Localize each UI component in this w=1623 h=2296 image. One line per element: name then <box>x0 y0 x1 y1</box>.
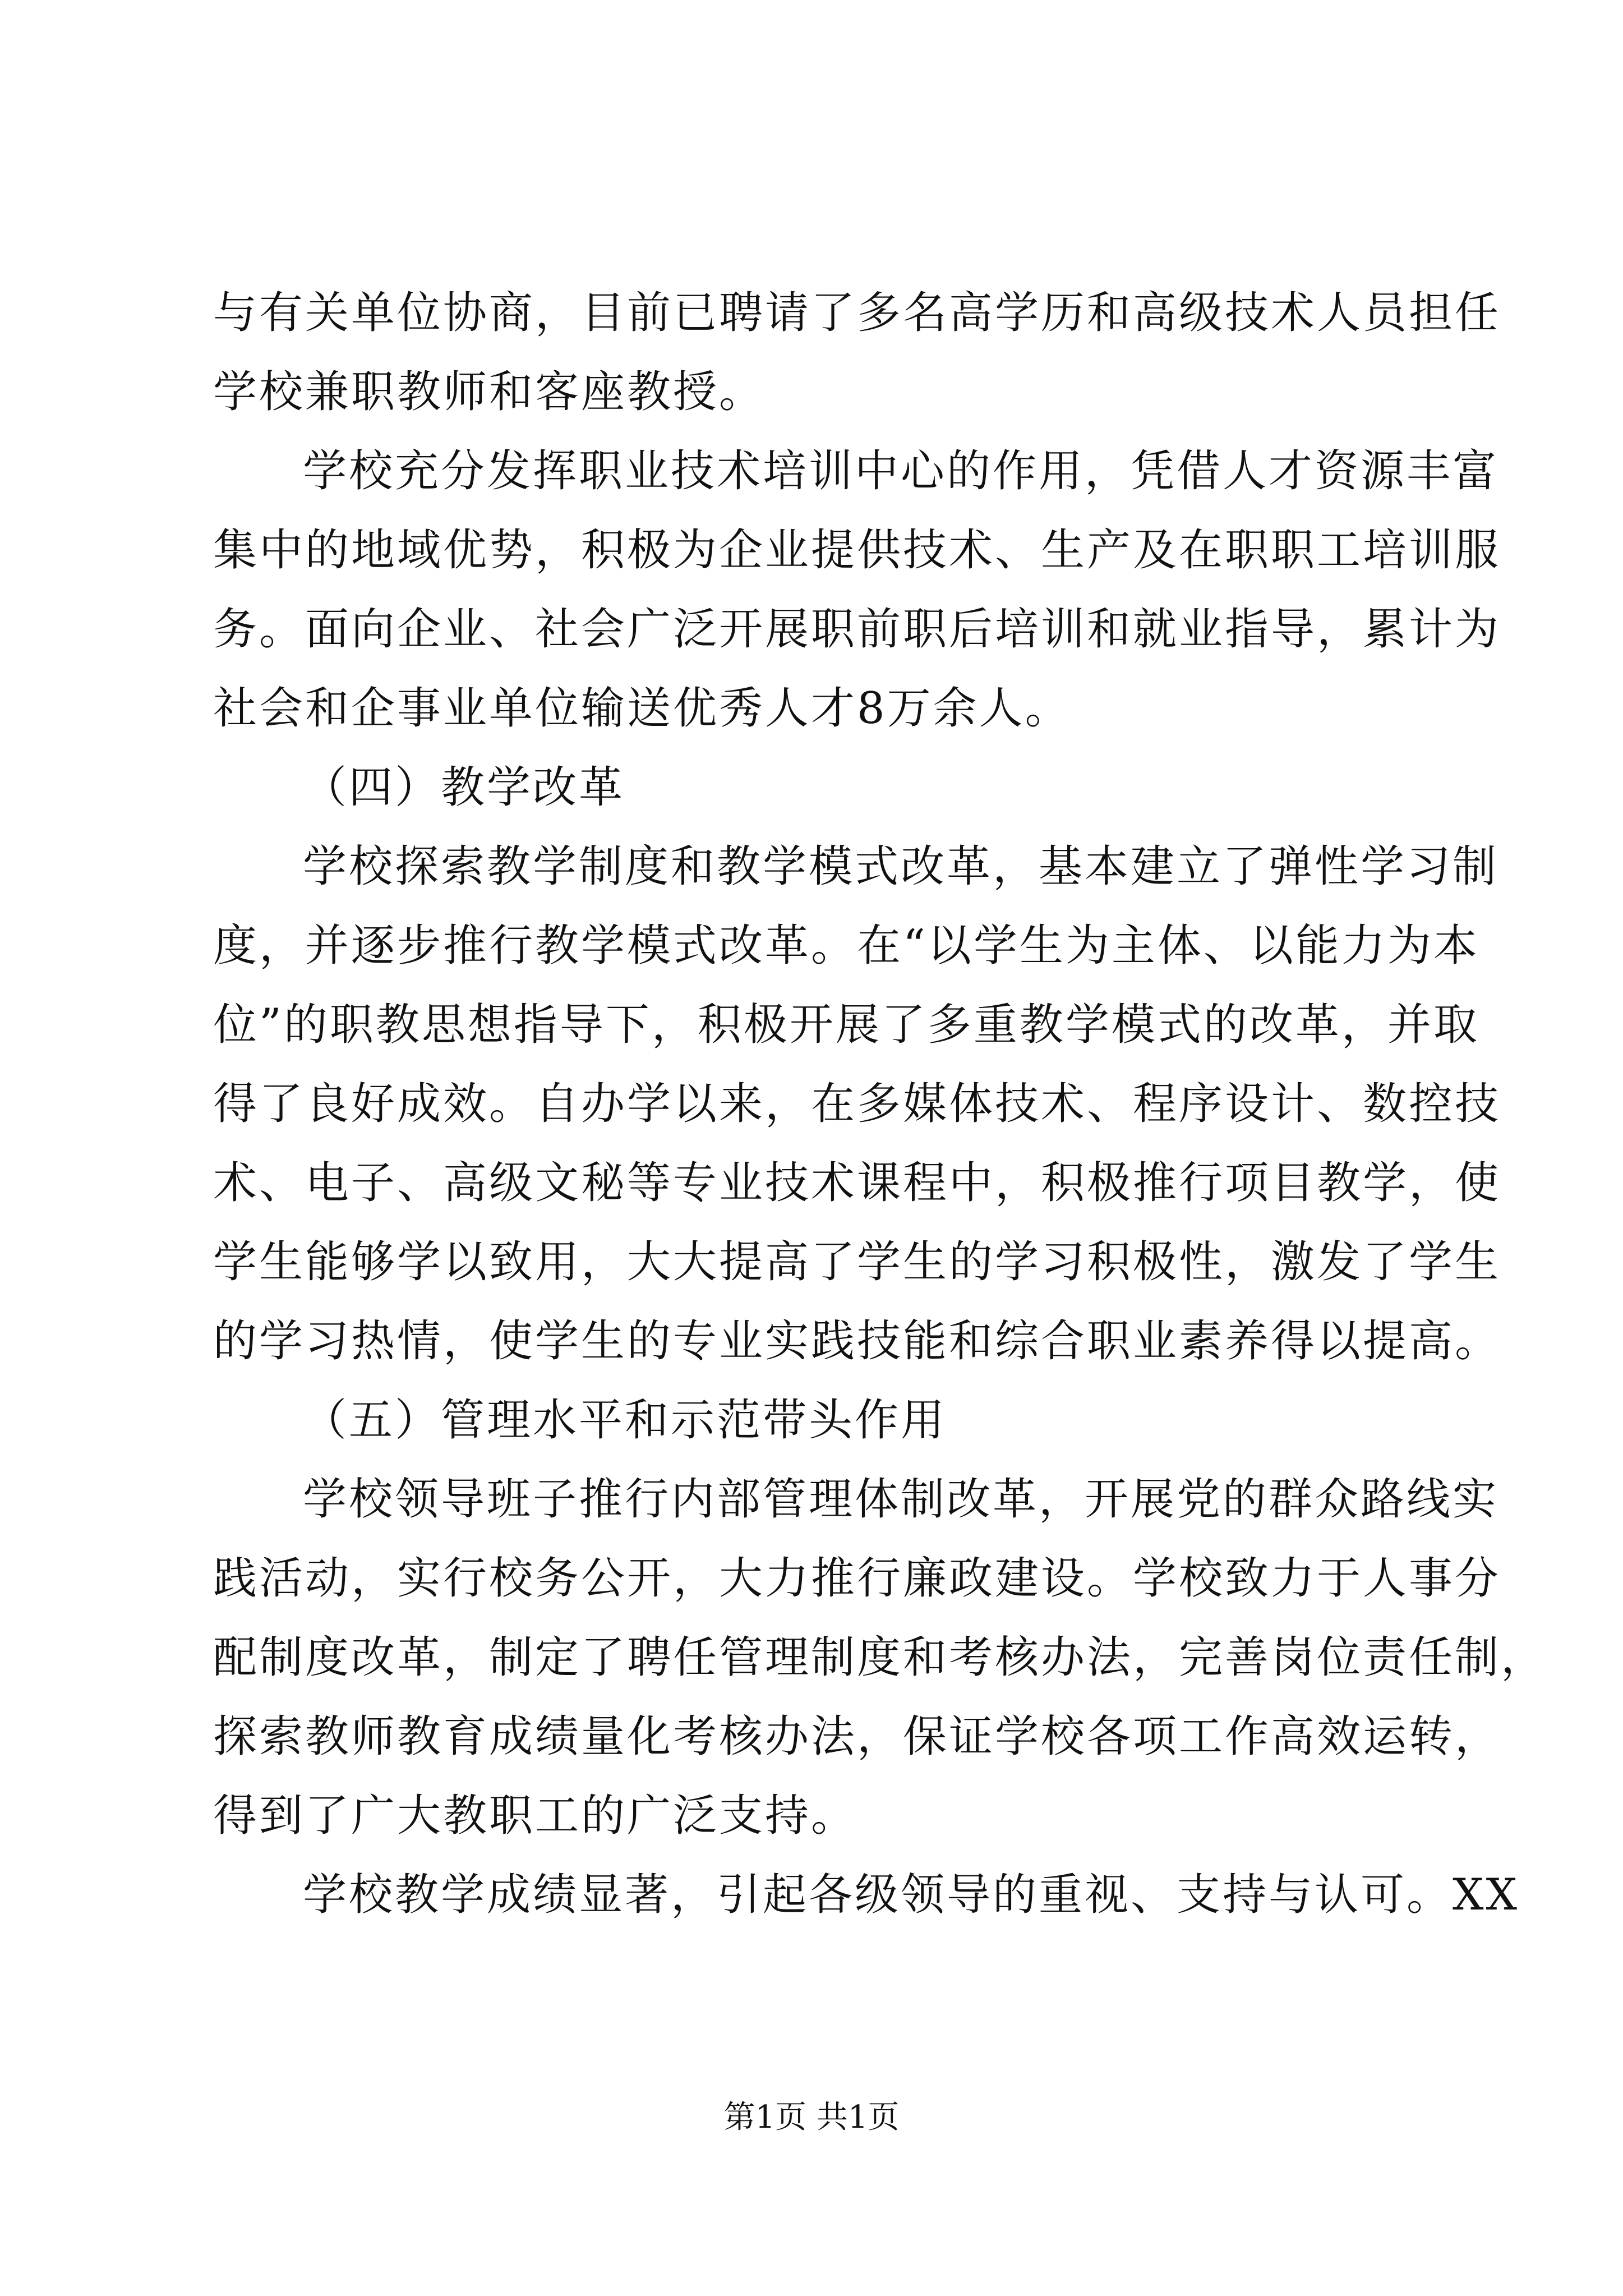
text-line: 得到了广大教职工的广泛支持。 <box>213 1791 857 1841</box>
text-line: 集中的地域优势，积极为企业提供技术、生产及在职职工培训服 <box>213 525 1501 576</box>
paragraph-start-line: 学校领导班子推行内部管理体制改革，开展党的群众路线实 <box>303 1474 1499 1525</box>
text-line: 社会和企事业单位输送优秀人才8万余人。 <box>213 683 1071 734</box>
text-line: 学校兼职教师和客座教授。 <box>213 367 766 417</box>
paragraph-start-line: 学校探索教学制度和教学模式改革，基本建立了弹性学习制 <box>303 841 1499 892</box>
text-line: 学生能够学以致用，大大提高了学生的学习积极性，激发了学生 <box>213 1237 1501 1287</box>
text-line: 务。面向企业、社会广泛开展职前职后培训和就业指导，累计为 <box>213 604 1501 655</box>
page-number-footer: 第1页 共1页 <box>723 2099 900 2136</box>
paragraph-start-line: 学校教学成绩显著，引起各级领导的重视、支持与认可。XX <box>303 1870 1520 1920</box>
section-heading: （五）管理水平和示范带头作用 <box>303 1395 947 1446</box>
text-line: 术、电子、高级文秘等专业技术课程中，积极推行项目教学，使 <box>213 1158 1501 1208</box>
text-line: 配制度改革，制定了聘任管理制度和考核办法，完善岗位责任制， <box>213 1632 1547 1683</box>
text-line: 得了良好成效。自办学以来，在多媒体技术、程序设计、数控技 <box>213 1079 1501 1129</box>
text-line: 度，并逐步推行教学模式改革。在“以学生为主体、以能力为本 <box>213 921 1479 971</box>
text-line: 与有关单位协商，目前已聘请了多名高学历和高级技术人员担任 <box>213 288 1501 338</box>
text-line: 位”的职教思想指导下，积极开展了多重教学模式的改革，并取 <box>213 1000 1479 1050</box>
paragraph-start-line: 学校充分发挥职业技术培训中心的作用，凭借人才资源丰富 <box>303 446 1499 496</box>
text-line: 践活动，实行校务公开，大力推行廉政建设。学校致力于人事分 <box>213 1553 1501 1604</box>
section-heading: （四）教学改革 <box>303 762 625 813</box>
text-line: 的学习热情，使学生的专业实践技能和综合职业素养得以提高。 <box>213 1316 1501 1366</box>
text-line: 探索教师教育成绩量化考核办法，保证学校各项工作高效运转， <box>213 1711 1501 1762</box>
